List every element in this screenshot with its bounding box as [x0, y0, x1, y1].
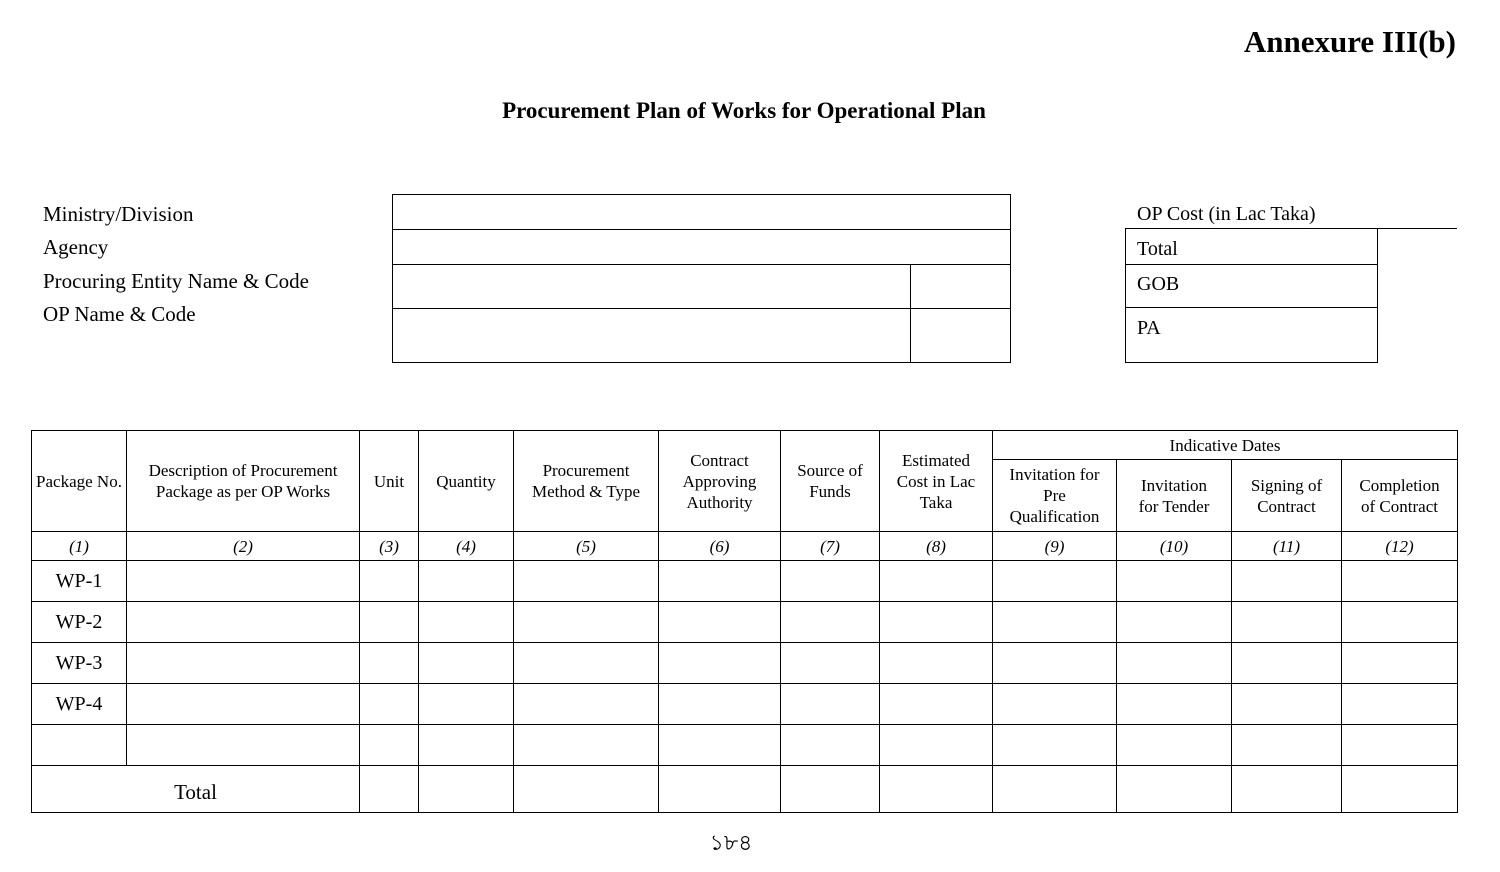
- table-cell[interactable]: [419, 643, 514, 684]
- table-cell[interactable]: [1342, 766, 1458, 813]
- table-cell[interactable]: [514, 643, 659, 684]
- package-cell: WP-4: [32, 684, 127, 725]
- table-cell[interactable]: [127, 684, 360, 725]
- agency-field[interactable]: [393, 230, 1010, 264]
- table-cell[interactable]: [1117, 725, 1232, 766]
- total-row: [32, 766, 1458, 813]
- col-number: (10): [1117, 532, 1232, 561]
- col-header-indicative-dates: Indicative Dates: [993, 431, 1458, 460]
- col-header-completion-contract: Completion of Contract: [1342, 460, 1458, 532]
- table-cell[interactable]: [993, 602, 1117, 643]
- package-cell: WP-1: [32, 561, 127, 602]
- table-cell[interactable]: [659, 684, 781, 725]
- table-cell[interactable]: [781, 766, 880, 813]
- table-cell[interactable]: [514, 684, 659, 725]
- col-number: (9): [993, 532, 1117, 561]
- table-cell[interactable]: [1342, 643, 1458, 684]
- table-cell[interactable]: [781, 725, 880, 766]
- table-cell[interactable]: [360, 725, 419, 766]
- table-cell[interactable]: [993, 561, 1117, 602]
- col-header-estimated-cost: Estimated Cost in Lac Taka: [880, 431, 993, 532]
- col-number: (4): [419, 532, 514, 561]
- table-cell[interactable]: [127, 602, 360, 643]
- table-cell[interactable]: [1232, 643, 1342, 684]
- table-cell[interactable]: [419, 684, 514, 725]
- table-cell[interactable]: [880, 602, 993, 643]
- col-header-unit: Unit: [360, 431, 419, 532]
- table-cell[interactable]: [880, 561, 993, 602]
- col-number: (2): [127, 532, 360, 561]
- procuring-entity-code-field[interactable]: [911, 265, 1010, 308]
- table-cell[interactable]: [781, 602, 880, 643]
- table-cell[interactable]: [1232, 766, 1342, 813]
- procuring-entity-name-field[interactable]: [393, 265, 910, 308]
- col-header-quantity: Quantity: [419, 431, 514, 532]
- table-cell[interactable]: [1232, 725, 1342, 766]
- col-number: (11): [1232, 532, 1342, 561]
- table-cell[interactable]: [659, 561, 781, 602]
- table-cell[interactable]: [360, 766, 419, 813]
- package-cell: WP-2: [32, 602, 127, 643]
- table-cell[interactable]: [993, 643, 1117, 684]
- table-row: [32, 684, 1458, 725]
- table-row: [32, 561, 1458, 602]
- op-cost-total-label: Total: [1137, 238, 1178, 260]
- procuring-entity-label: Procuring Entity Name & Code: [43, 269, 309, 293]
- op-cost-pa-label: PA: [1137, 317, 1161, 339]
- table-cell[interactable]: [360, 643, 419, 684]
- table-cell[interactable]: [419, 766, 514, 813]
- op-cost-gob-label: GOB: [1137, 273, 1180, 295]
- table-cell[interactable]: [1117, 684, 1232, 725]
- table-row: [32, 602, 1458, 643]
- agency-label: Agency: [43, 235, 109, 259]
- table-cell[interactable]: [514, 602, 659, 643]
- table-cell[interactable]: [419, 602, 514, 643]
- table-cell[interactable]: [360, 561, 419, 602]
- col-number: (1): [32, 532, 127, 561]
- col-header-invitation-prequal: Invitation for Pre Qualification: [993, 460, 1117, 532]
- ministry-label: Ministry/Division: [43, 202, 194, 226]
- table-cell[interactable]: [1342, 602, 1458, 643]
- col-header-approving-authority: Contract Approving Authority: [659, 431, 781, 532]
- table-cell[interactable]: [32, 725, 127, 766]
- col-number: (3): [360, 532, 419, 561]
- page-number: ১৮৪: [709, 830, 753, 855]
- table-cell[interactable]: [880, 766, 993, 813]
- table-cell[interactable]: [880, 725, 993, 766]
- table-cell[interactable]: [781, 684, 880, 725]
- ministry-field[interactable]: [393, 195, 1010, 229]
- table-cell[interactable]: [1117, 602, 1232, 643]
- op-code-field[interactable]: [911, 309, 1010, 362]
- procurement-table: [31, 430, 1458, 813]
- col-header-signing-contract: Signing of Contract: [1232, 460, 1342, 532]
- table-cell[interactable]: [1232, 602, 1342, 643]
- table-cell[interactable]: [127, 561, 360, 602]
- page-title: Procurement Plan of Works for Operational Plan: [502, 98, 986, 123]
- table-cell[interactable]: [993, 725, 1117, 766]
- table-cell[interactable]: [880, 684, 993, 725]
- table-cell[interactable]: [781, 643, 880, 684]
- op-name-field[interactable]: [393, 309, 910, 362]
- col-number: (12): [1342, 532, 1458, 561]
- op-name-label: OP Name & Code: [43, 302, 196, 326]
- table-cell[interactable]: [1232, 561, 1342, 602]
- table-cell[interactable]: [514, 561, 659, 602]
- table-cell[interactable]: [127, 725, 360, 766]
- table-cell[interactable]: [880, 643, 993, 684]
- table-cell[interactable]: [659, 725, 781, 766]
- table-cell[interactable]: [419, 725, 514, 766]
- col-number: (8): [880, 532, 993, 561]
- col-header-source-of-funds: Source of Funds: [781, 431, 880, 532]
- table-row: [32, 643, 1458, 684]
- column-number-row: [32, 532, 1458, 561]
- table-cell[interactable]: [360, 684, 419, 725]
- table-cell[interactable]: [419, 561, 514, 602]
- table-cell[interactable]: [1342, 561, 1458, 602]
- col-header-package-no: Package No.: [32, 431, 127, 532]
- info-fields-box: [392, 194, 1011, 363]
- table-cell[interactable]: [514, 766, 659, 813]
- table-cell[interactable]: [127, 643, 360, 684]
- table-cell[interactable]: [1117, 561, 1232, 602]
- col-header-procurement-method: Procurement Method & Type: [514, 431, 659, 532]
- table-cell[interactable]: [514, 725, 659, 766]
- table-cell[interactable]: [1117, 643, 1232, 684]
- col-number: (5): [514, 532, 659, 561]
- table-cell[interactable]: [993, 684, 1117, 725]
- package-cell: WP-3: [32, 643, 127, 684]
- op-cost-title: OP Cost (in Lac Taka): [1137, 203, 1316, 225]
- table-cell[interactable]: [1342, 725, 1458, 766]
- table-cell[interactable]: [993, 766, 1117, 813]
- table-cell[interactable]: [659, 766, 781, 813]
- col-header-description: Description of Procurement Package as per OP Works: [127, 431, 360, 532]
- table-cell[interactable]: [659, 602, 781, 643]
- table-cell[interactable]: [1232, 684, 1342, 725]
- annexure-label: Annexure III(b): [1243, 24, 1456, 59]
- col-number: (7): [781, 532, 880, 561]
- table-row: [32, 725, 1458, 766]
- table-cell[interactable]: [781, 561, 880, 602]
- table-cell[interactable]: [659, 643, 781, 684]
- table-cell[interactable]: [1117, 766, 1232, 813]
- col-header-invitation-tender: Invitation for Tender: [1117, 460, 1232, 532]
- table-cell[interactable]: [360, 602, 419, 643]
- total-label: Total: [32, 766, 360, 813]
- table-cell[interactable]: [1342, 684, 1458, 725]
- col-number: (6): [659, 532, 781, 561]
